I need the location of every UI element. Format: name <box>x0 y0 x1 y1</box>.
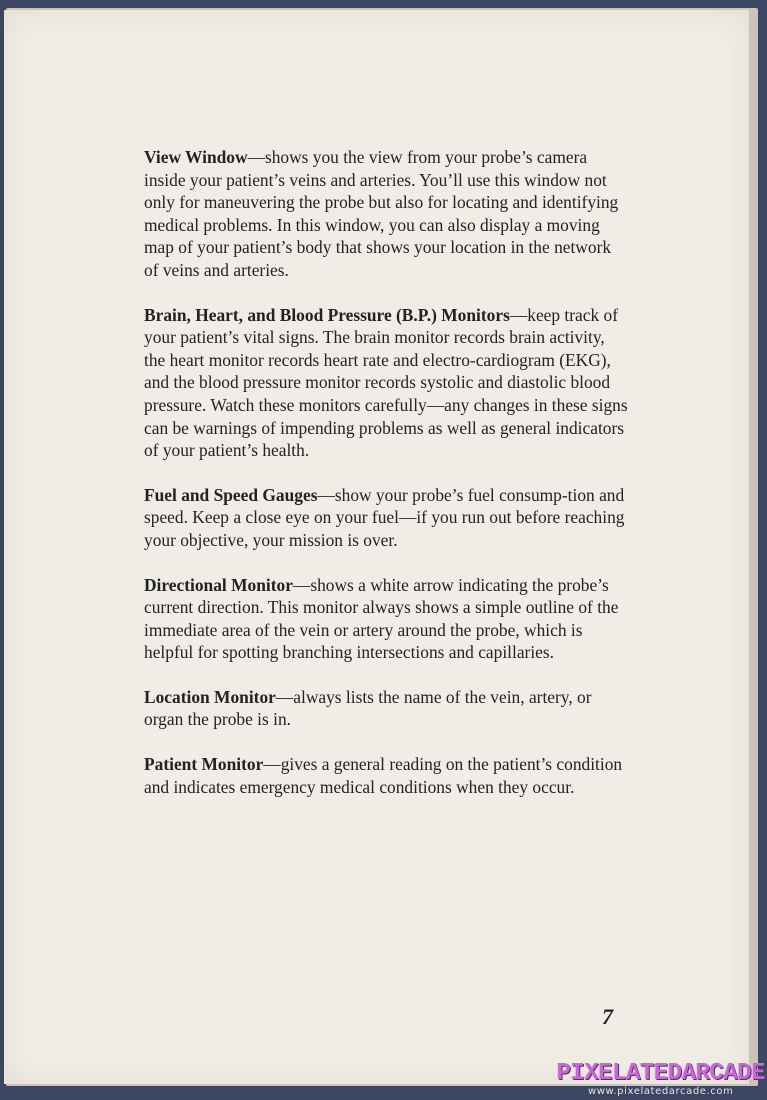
watermark <box>556 1062 765 1097</box>
watermark-title: PIXELATEDARCADE <box>556 1060 765 1087</box>
entry-description: —gives a general reading on the patient’s condition and indicates emergency medical conditions when they occur. <box>144 754 623 797</box>
entry-term: Location Monitor <box>144 686 276 707</box>
entry-term: Fuel and Speed Gauges <box>144 484 318 505</box>
entry-location-monitor <box>144 686 628 731</box>
watermark-url: www.pixelatedarcade.com <box>587 1086 734 1097</box>
entry-description: —show your probe’s fuel consump-tion and speed. Keep a close eye on your fuel—if you run out before reaching your objective, your mission is over. <box>144 484 625 550</box>
entry-description: —keep track of your patient’s vital signs. The brain monitor records brain activity, the heart monitor records heart rate and electro-cardiogram (EKG), and the blood pressure monitor records systolic and diastolic blood pressure. Watch these monitors carefully—any changes in these signs can be warnings of impending problems as well as general indicators of your patient’s health. <box>144 304 628 461</box>
page-content <box>144 146 628 820</box>
entry-description: —shows a white arrow indicating the probe’s current direction. This monitor always shows a simple outline of the immediate area of the vein or artery around the probe, which is helpful for spotting branching intersections and capillaries. <box>144 574 619 663</box>
entry-description: —shows you the view from your probe’s camera inside your patient’s veins and arteries. You’ll use this window not only for maneuvering the probe but also for locating and identifying medical problems. In this window, you can also display a moving map of your patient’s body that shows your location in the network of veins and arteries. <box>144 147 619 280</box>
entry-term: Directional Monitor <box>144 574 293 595</box>
entry-view-window <box>144 146 628 282</box>
entry-term: Patient Monitor <box>144 754 264 775</box>
entry-term: View Window <box>144 147 248 167</box>
entry-directional-monitor <box>144 574 628 664</box>
page-number: 7 <box>602 1004 613 1029</box>
manual-page <box>4 10 749 1084</box>
entry-vital-monitors <box>144 304 628 462</box>
entry-term: Brain, Heart, and Blood Pressure (B.P.) Monitors <box>144 304 510 325</box>
entry-description: —always lists the name of the vein, artery, or organ the probe is in. <box>144 686 592 730</box>
entry-patient-monitor <box>144 753 628 798</box>
entry-fuel-speed-gauges <box>144 484 628 552</box>
